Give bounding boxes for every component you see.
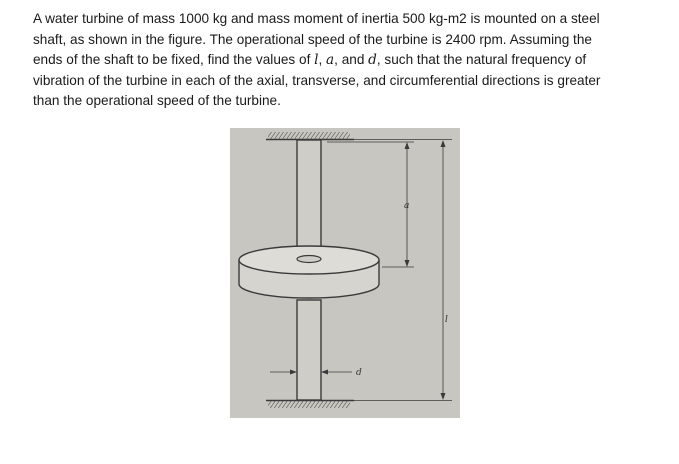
dimension-d-label: d	[356, 368, 362, 378]
turbine-diagram	[230, 128, 460, 418]
problem-statement	[33, 9, 668, 112]
problem-line-3	[33, 50, 668, 71]
separator-2: , and	[334, 52, 369, 67]
dimension-a-bottom-arrow	[405, 260, 410, 267]
dimension-a-top-arrow	[405, 142, 410, 149]
dimension-d-left-arrow	[290, 370, 297, 375]
separator-1: ,	[318, 52, 327, 67]
disk-hub	[297, 256, 321, 263]
dimension-a-label: a	[404, 201, 410, 211]
dimension-l-bottom-arrow	[441, 393, 446, 400]
variable-a: a	[326, 52, 335, 68]
dimension-d-right-arrow	[321, 370, 328, 375]
top-hatching	[268, 132, 350, 139]
problem-line-1: A water turbine of mass 1000 kg and mass moment of inertia 500 kg-m2 is mounted on a steel	[33, 11, 600, 26]
problem-line-5: than the operational speed of the turbine.	[33, 93, 281, 108]
bottom-hatching	[268, 401, 350, 408]
turbine-shaft-figure	[230, 128, 460, 418]
lower-shaft	[297, 300, 321, 400]
variable-d: d	[368, 52, 377, 68]
variable-l: l	[314, 52, 319, 68]
top-fixed-support	[266, 132, 354, 140]
problem-line-3-start: ends of the shaft to be fixed, find the values of	[33, 52, 315, 67]
turbine-disk	[239, 246, 379, 298]
problem-line-2: shaft, as shown in the figure. The operational speed of the turbine is 2400 rpm. Assuming the	[33, 31, 592, 47]
dimension-l-label: l	[445, 315, 448, 325]
problem-line-4: vibration of the turbine in each of the axial, transverse, and circumferential directions is greater	[33, 72, 601, 88]
bottom-fixed-support	[266, 401, 354, 409]
dimension-l-top-arrow	[441, 140, 446, 147]
problem-line-3-end: , such that the natural frequency of	[376, 52, 587, 67]
